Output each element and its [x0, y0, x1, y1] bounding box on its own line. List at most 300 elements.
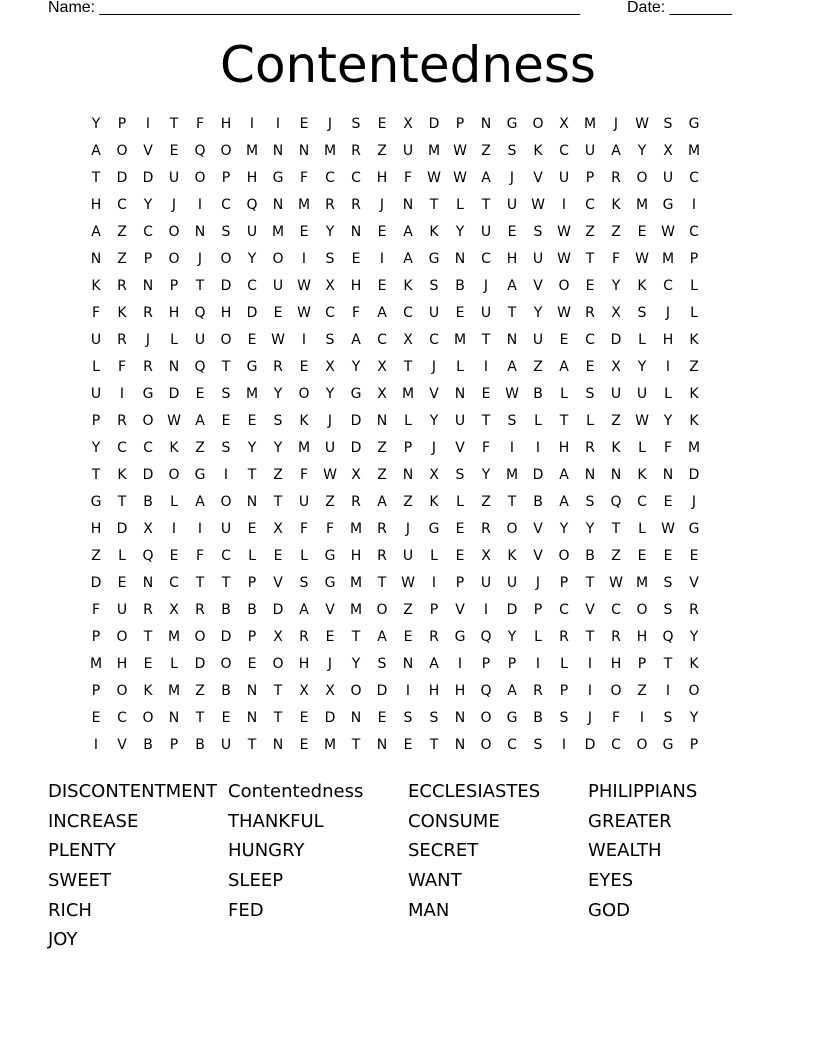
grid-letter: E	[663, 548, 673, 564]
grid-letter: H	[350, 548, 362, 564]
grid-letter: D	[324, 710, 336, 726]
grid-letter: M	[427, 143, 441, 159]
grid-letter: S	[585, 494, 595, 510]
grid-letter: Q	[480, 683, 492, 699]
grid-letter: L	[638, 332, 646, 348]
grid-letter: N	[402, 197, 414, 213]
grid-letter: A	[91, 143, 101, 159]
grid-letter: B	[143, 737, 153, 753]
grid-letter: B	[221, 602, 231, 618]
grid-letter: A	[299, 602, 309, 618]
grid-letter: R	[611, 170, 621, 186]
grid-letter: B	[585, 548, 595, 564]
grid-letter: R	[143, 602, 153, 618]
grid-letter: S	[585, 386, 595, 402]
grid-letter: E	[663, 494, 673, 510]
grid-letter: P	[429, 602, 439, 618]
grid-letter: X	[403, 332, 413, 348]
grid-letter: O	[376, 602, 388, 618]
grid-letter: Y	[689, 710, 699, 726]
grid-letter: X	[611, 305, 621, 321]
grid-letter: Z	[377, 143, 387, 159]
grid-letter: Z	[403, 602, 413, 618]
grid-letter: E	[481, 386, 491, 402]
grid-letter: C	[637, 494, 647, 510]
grid-letter: U	[506, 575, 518, 591]
page-title: Contentedness	[220, 36, 596, 94]
grid-letter: Z	[273, 467, 283, 483]
grid-letter: K	[689, 332, 699, 348]
grid-letter: F	[299, 521, 309, 537]
grid-letter: E	[247, 332, 257, 348]
grid-letter: U	[532, 332, 544, 348]
grid-letter: T	[585, 575, 595, 591]
grid-letter: H	[168, 305, 180, 321]
grid-letter: N	[142, 278, 154, 294]
grid-letter: R	[481, 521, 491, 537]
grid-letter: H	[246, 170, 258, 186]
word-bank-item: DISCONTENTMENT	[48, 781, 217, 802]
grid-letter: K	[689, 413, 699, 429]
grid-letter: E	[403, 629, 413, 645]
grid-letter: W	[401, 575, 415, 591]
word-bank-item: SWEET	[48, 870, 111, 892]
grid-letter: G	[194, 467, 206, 483]
grid-letter: I	[509, 440, 515, 456]
grid-letter: E	[455, 305, 465, 321]
grid-letter: O	[272, 251, 284, 267]
grid-letter: P	[91, 629, 101, 645]
grid-letter: J	[379, 197, 385, 213]
grid-letter: S	[533, 224, 543, 240]
grid-letter: O	[480, 710, 492, 726]
grid-letter: N	[194, 224, 206, 240]
grid-letter: O	[168, 224, 180, 240]
grid-letter: Y	[689, 629, 699, 645]
grid-letter: G	[454, 629, 466, 645]
grid-letter: D	[116, 170, 128, 186]
grid-letter: O	[636, 602, 648, 618]
grid-letter: M	[349, 575, 363, 591]
grid-letter: D	[246, 305, 258, 321]
name-line: Name: ______________________________________________________	[48, 0, 581, 16]
grid-letter: I	[197, 197, 203, 213]
grid-letter: U	[480, 575, 492, 591]
grid-letter: D	[116, 521, 128, 537]
grid-letter: G	[350, 386, 362, 402]
grid-letter: E	[585, 278, 595, 294]
grid-letter: D	[610, 332, 622, 348]
grid-letter: H	[376, 170, 388, 186]
grid-letter: W	[609, 575, 623, 591]
grid-letter: R	[143, 305, 153, 321]
grid-letter: O	[350, 683, 362, 699]
grid-letter: E	[247, 413, 257, 429]
grid-letter: M	[245, 386, 259, 402]
grid-letter: D	[584, 737, 596, 753]
grid-letter: T	[273, 494, 283, 510]
grid-letter: P	[247, 629, 257, 645]
grid-letter: W	[297, 305, 311, 321]
grid-letter: U	[220, 737, 232, 753]
grid-letter: A	[351, 332, 361, 348]
grid-letter: X	[611, 359, 621, 375]
grid-letter: Z	[195, 683, 205, 699]
grid-letter: X	[273, 629, 283, 645]
grid-letter: J	[327, 656, 333, 672]
grid-letter: E	[195, 386, 205, 402]
grid-letter: U	[402, 143, 414, 159]
grid-letter: P	[689, 737, 699, 753]
grid-letter: J	[431, 359, 437, 375]
grid-letter: P	[169, 278, 179, 294]
grid-letter: Z	[611, 224, 621, 240]
grid-letter: T	[273, 683, 283, 699]
grid-letter: G	[272, 170, 284, 186]
grid-letter: F	[299, 170, 309, 186]
grid-letter: G	[142, 386, 154, 402]
grid-letter: O	[168, 467, 180, 483]
grid-letter: O	[220, 494, 232, 510]
grid-letter: M	[349, 521, 363, 537]
grid-letter: P	[559, 575, 569, 591]
grid-letter: O	[480, 737, 492, 753]
grid-letter: Q	[194, 143, 206, 159]
grid-letter: R	[117, 332, 127, 348]
grid-letter: K	[429, 494, 439, 510]
grid-letter: S	[663, 116, 673, 132]
grid-letter: T	[507, 494, 517, 510]
grid-letter: O	[272, 656, 284, 672]
grid-letter: W	[167, 413, 181, 429]
grid-letter: X	[325, 278, 335, 294]
grid-letter: S	[455, 467, 465, 483]
grid-letter: N	[610, 467, 622, 483]
grid-letter: A	[507, 359, 517, 375]
grid-letter: U	[90, 332, 102, 348]
grid-letter: V	[533, 170, 543, 186]
grid-letter: I	[535, 656, 541, 672]
grid-letter: T	[143, 629, 153, 645]
grid-letter: C	[585, 197, 595, 213]
grid-letter: M	[245, 143, 259, 159]
grid-letter: K	[169, 440, 179, 456]
grid-letter: U	[454, 413, 466, 429]
grid-letter: M	[271, 224, 285, 240]
grid-letter: U	[324, 440, 336, 456]
grid-letter: C	[117, 710, 127, 726]
grid-letter: E	[377, 278, 387, 294]
grid-letter: C	[507, 737, 517, 753]
grid-letter: A	[195, 413, 205, 429]
word-bank-item: ECCLESIASTES	[408, 781, 541, 802]
grid-letter: J	[587, 710, 593, 726]
grid-letter: C	[117, 440, 127, 456]
grid-letter: Z	[117, 224, 127, 240]
grid-letter: G	[688, 521, 700, 537]
grid-letter: N	[246, 494, 258, 510]
grid-letter: R	[429, 629, 439, 645]
grid-letter: S	[507, 143, 517, 159]
grid-letter: L	[430, 548, 438, 564]
grid-letter: V	[325, 602, 335, 618]
grid-letter: A	[507, 278, 517, 294]
grid-letter: N	[298, 143, 310, 159]
grid-letter: S	[559, 710, 569, 726]
grid-letter: Q	[610, 494, 622, 510]
grid-letter: J	[509, 170, 515, 186]
grid-letter: T	[585, 629, 595, 645]
grid-letter: L	[690, 305, 698, 321]
grid-letter: O	[220, 143, 232, 159]
grid-letter: X	[403, 116, 413, 132]
grid-letter: I	[119, 386, 125, 402]
grid-letter: B	[247, 602, 257, 618]
grid-letter: I	[93, 737, 99, 753]
grid-letter: I	[301, 332, 307, 348]
grid-letter: A	[507, 683, 517, 699]
grid-letter: H	[90, 521, 102, 537]
grid-letter: H	[220, 116, 232, 132]
grid-letter: T	[611, 521, 621, 537]
grid-letter: P	[481, 656, 491, 672]
grid-letter: E	[299, 224, 309, 240]
grid-letter: T	[403, 359, 413, 375]
grid-letter: L	[248, 548, 256, 564]
grid-letter: I	[223, 467, 229, 483]
grid-letter: A	[195, 494, 205, 510]
grid-letter: S	[325, 332, 335, 348]
grid-letter: W	[557, 224, 571, 240]
grid-letter: L	[534, 629, 542, 645]
grid-letter: H	[558, 440, 570, 456]
grid-letter: M	[687, 440, 701, 456]
grid-letter: D	[532, 467, 544, 483]
grid-letter: X	[429, 467, 439, 483]
grid-letter: G	[662, 737, 674, 753]
grid-letter: T	[429, 737, 439, 753]
grid-letter: U	[246, 224, 258, 240]
grid-letter: W	[453, 170, 467, 186]
grid-letter: K	[429, 224, 439, 240]
grid-letter: O	[688, 683, 700, 699]
grid-letter: N	[246, 683, 258, 699]
grid-letter: J	[405, 521, 411, 537]
grid-letter: O	[558, 548, 570, 564]
grid-letter: M	[635, 197, 649, 213]
grid-letter: W	[661, 521, 675, 537]
grid-letter: K	[611, 440, 621, 456]
word-bank-item: GOD	[588, 899, 630, 921]
word-bank-item: FED	[228, 899, 264, 921]
grid-letter: E	[299, 737, 309, 753]
grid-letter: O	[116, 683, 128, 699]
grid-letter: N	[350, 224, 362, 240]
grid-letter: L	[534, 413, 542, 429]
grid-letter: R	[533, 683, 543, 699]
grid-letter: C	[429, 332, 439, 348]
grid-letter: P	[91, 683, 101, 699]
grid-letter: Z	[481, 494, 491, 510]
grid-letter: Z	[325, 494, 335, 510]
grid-letter: O	[142, 413, 154, 429]
grid-letter: I	[275, 116, 281, 132]
grid-letter: I	[639, 710, 645, 726]
grid-letter: E	[117, 575, 127, 591]
grid-letter: B	[533, 710, 543, 726]
grid-letter: W	[427, 170, 441, 186]
grid-letter: I	[145, 116, 151, 132]
grid-letter: G	[506, 710, 518, 726]
grid-letter: O	[220, 656, 232, 672]
grid-letter: T	[559, 413, 569, 429]
grid-letter: I	[665, 359, 671, 375]
grid-letter: S	[637, 305, 647, 321]
grid-letter: X	[481, 548, 491, 564]
grid-letter: S	[377, 656, 387, 672]
grid-letter: O	[636, 170, 648, 186]
grid-letter: M	[505, 467, 519, 483]
grid-letter: E	[143, 656, 153, 672]
grid-letter: K	[637, 467, 647, 483]
grid-letter: Z	[611, 413, 621, 429]
grid-letter: F	[299, 467, 309, 483]
grid-letter: J	[171, 197, 177, 213]
grid-letter: Q	[194, 305, 206, 321]
grid-letter: Q	[246, 197, 258, 213]
grid-letter: N	[454, 737, 466, 753]
grid-letter: A	[429, 656, 439, 672]
grid-letter: T	[481, 413, 491, 429]
grid-letter: W	[635, 413, 649, 429]
grid-letter: Y	[533, 305, 543, 321]
grid-letter: L	[170, 494, 178, 510]
grid-letter: P	[455, 575, 465, 591]
grid-letter: G	[428, 251, 440, 267]
grid-letter: I	[561, 737, 567, 753]
grid-letter: E	[377, 710, 387, 726]
grid-letter: T	[195, 710, 205, 726]
grid-letter: N	[272, 197, 284, 213]
grid-letter: O	[636, 737, 648, 753]
grid-letter: L	[456, 197, 464, 213]
grid-letter: P	[455, 116, 465, 132]
grid-letter: O	[558, 278, 570, 294]
grid-letter: J	[327, 116, 333, 132]
grid-letter: U	[480, 224, 492, 240]
grid-letter: Z	[533, 359, 543, 375]
grid-letter: U	[506, 197, 518, 213]
grid-letter: T	[351, 737, 361, 753]
grid-letter: V	[117, 737, 127, 753]
word-bank-item: GREATER	[588, 810, 672, 832]
grid-letter: P	[637, 656, 647, 672]
grid-letter: E	[351, 251, 361, 267]
grid-letter: N	[246, 710, 258, 726]
grid-letter: F	[403, 170, 413, 186]
grid-letter: Z	[585, 224, 595, 240]
grid-letter: N	[376, 737, 388, 753]
grid-letter: S	[663, 710, 673, 726]
grid-letter: I	[483, 602, 489, 618]
grid-letter: P	[507, 656, 517, 672]
grid-letter: W	[557, 251, 571, 267]
grid-letter: K	[611, 197, 621, 213]
word-bank-item: JOY	[48, 929, 78, 951]
grid-letter: C	[481, 251, 491, 267]
grid-letter: C	[325, 170, 335, 186]
grid-letter: E	[507, 224, 517, 240]
grid-letter: L	[456, 494, 464, 510]
grid-letter: B	[143, 494, 153, 510]
grid-letter: M	[323, 737, 337, 753]
grid-letter: E	[377, 116, 387, 132]
grid-letter: W	[323, 467, 337, 483]
grid-letter: V	[533, 278, 543, 294]
grid-letter: S	[507, 413, 517, 429]
grid-letter: E	[91, 710, 101, 726]
grid-letter: U	[194, 332, 206, 348]
grid-letter: R	[585, 440, 595, 456]
grid-letter: P	[169, 737, 179, 753]
grid-letter: L	[456, 359, 464, 375]
word-bank-item: PHILIPPIANS	[588, 781, 698, 802]
grid-letter: E	[637, 548, 647, 564]
grid-letter: B	[533, 386, 543, 402]
grid-letter: I	[561, 197, 567, 213]
grid-letter: C	[611, 602, 621, 618]
grid-letter: H	[220, 305, 232, 321]
grid-letter: L	[118, 548, 126, 564]
grid-letter: C	[377, 332, 387, 348]
word-bank-item: Contentedness	[228, 781, 364, 802]
grid-letter: O	[142, 710, 154, 726]
grid-letter: D	[168, 386, 180, 402]
grid-letter: V	[533, 521, 543, 537]
grid-letter: I	[587, 656, 593, 672]
grid-letter: N	[168, 710, 180, 726]
word-bank-item: CONSUME	[408, 810, 500, 832]
grid-letter: C	[221, 548, 231, 564]
grid-letter: N	[454, 251, 466, 267]
grid-letter: I	[249, 116, 255, 132]
grid-letter: K	[637, 278, 647, 294]
grid-letter: M	[167, 629, 181, 645]
grid-letter: O	[194, 170, 206, 186]
grid-letter: T	[507, 305, 517, 321]
grid-letter: U	[116, 602, 128, 618]
grid-letter: L	[664, 386, 672, 402]
grid-letter: K	[143, 683, 153, 699]
grid-letter: R	[273, 359, 283, 375]
grid-letter: I	[483, 359, 489, 375]
grid-letter: V	[585, 602, 595, 618]
grid-letter: T	[247, 737, 257, 753]
grid-letter: W	[635, 116, 649, 132]
grid-letter: M	[583, 116, 597, 132]
grid-letter: A	[559, 494, 569, 510]
grid-letter: U	[558, 170, 570, 186]
grid-letter: W	[271, 332, 285, 348]
grid-letter: O	[506, 521, 518, 537]
grid-letter: E	[299, 116, 309, 132]
grid-letter: M	[401, 386, 415, 402]
grid-letter: H	[116, 656, 128, 672]
grid-letter: Y	[637, 143, 647, 159]
grid-letter: Z	[91, 548, 101, 564]
grid-letter: I	[457, 656, 463, 672]
grid-letter: D	[428, 116, 440, 132]
